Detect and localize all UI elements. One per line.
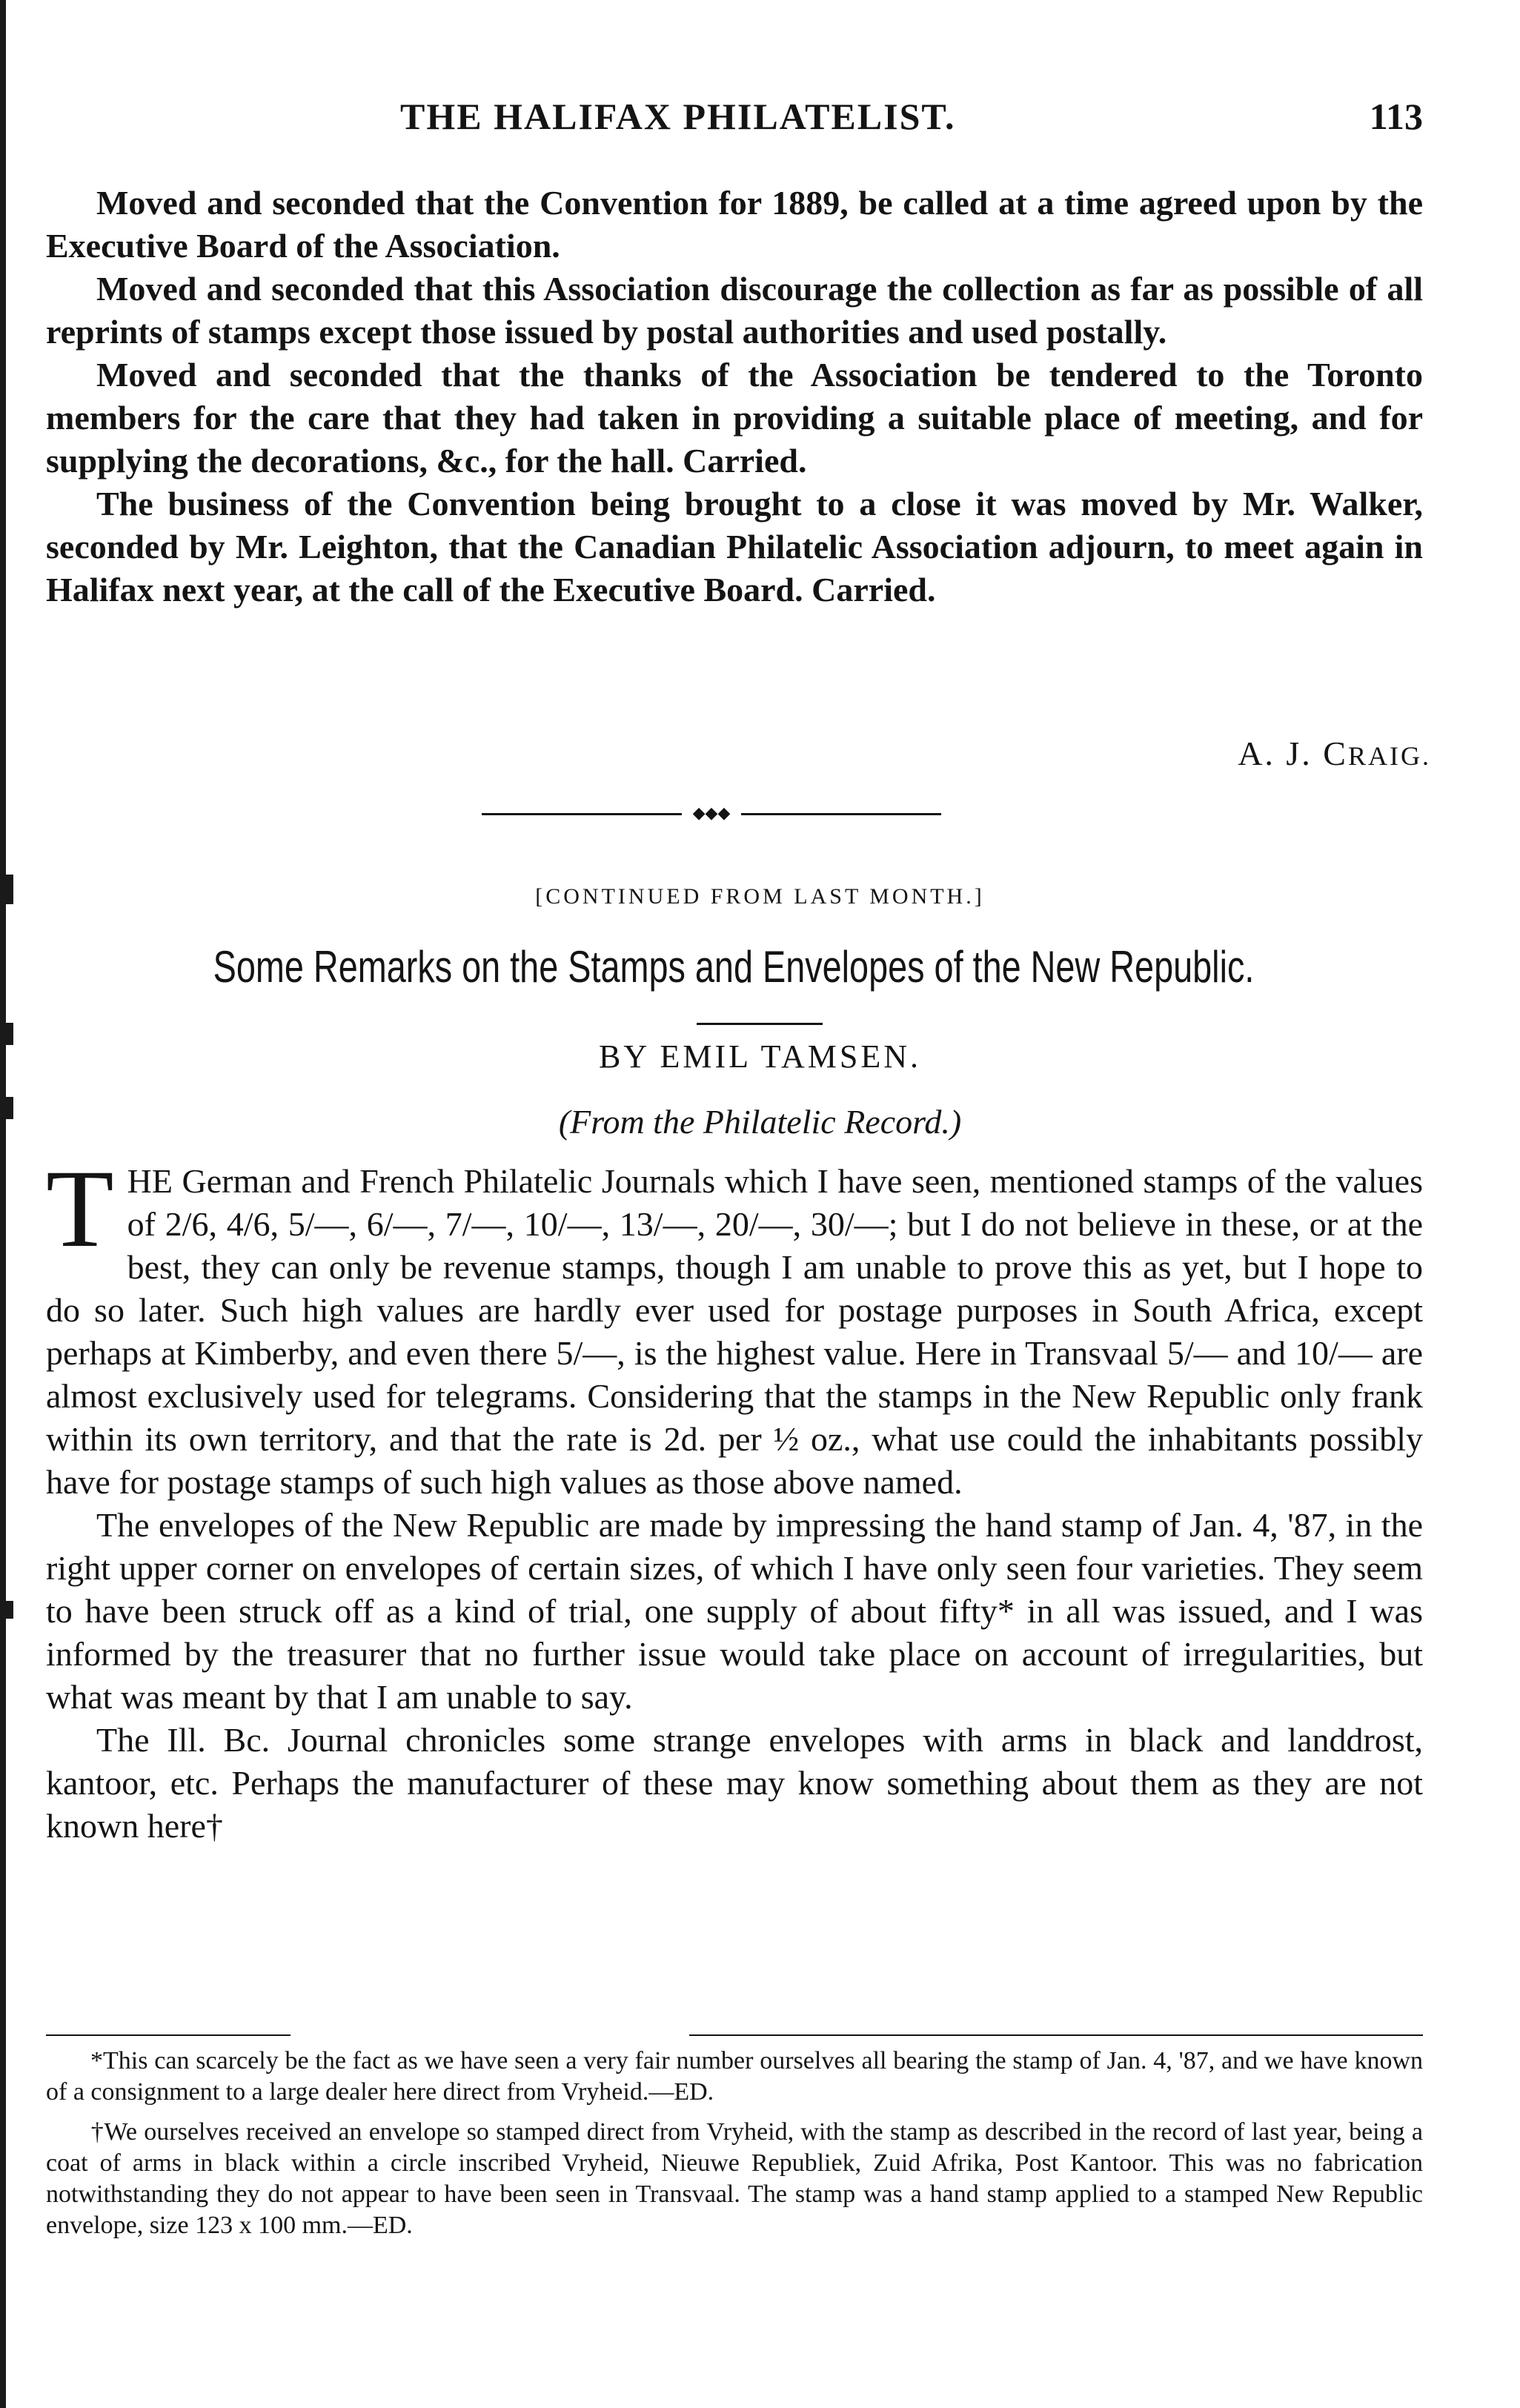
ornament-diamonds: ◆◆◆ (692, 804, 731, 823)
footnote: †We ourselves received an envelope so stamped direct from Vryheid, with the stamp as described in the record of last year, being a coat of arms in black within a circle inscribed Vryheid, Nieuwe Republiek, Zuid Afrika, Post Kantoor. This was no fabrication notwithstanding they do not appear to have been seen in Transvaal. The stamp was a hand stamp applied to a stamped New Republic envelope, size 123 x 100 mm.—ED. (46, 2118, 1423, 2239)
article-byline: BY EMIL TAMSEN. (599, 1038, 921, 1075)
minutes-paragraph: Moved and seconded that the Convention for 1889, be called at a time agreed upon by the Executive Board of the Association. (46, 184, 1423, 265)
section-ornament (482, 806, 941, 821)
article-paragraph: The envelopes of the New Republic are made by impressing the hand stamp of Jan. 4, '87, in the right upper corner on envelopes of certain sizes, of which I have only seen four varieties. They seem to have been struck off as a kind of trial, one supply of about fifty* in all was issued, and I was informed by the treasurer that no further issue would take place on account of irregularities, but what was meant by that I am unable to say. (46, 1506, 1423, 1716)
minutes-paragraph: The business of the Convention being brought to a close it was moved by Mr. Walker, seconded by Mr. Leighton, that the Canadian Philatelic Association adjourn, to meet again in Halifax next year, at the call of the Executive Board. Carried. (46, 485, 1423, 608)
minutes-paragraph: Moved and seconded that this Association discourage the collection as far as possible of all reprints of stamps except those issued by postal authorities and used postally. (46, 270, 1423, 351)
footnote: *This can scarcely be the fact as we have seen a very fair number ourselves all bearing the stamp of Jan. 4, '87, and we have known of a consignment to a large dealer here direct from Vryheid.—ED. (46, 2047, 1423, 2106)
page-edge-mark (0, 1601, 13, 1619)
ornament-line-right (741, 813, 941, 815)
footnote-rule (689, 2034, 1423, 2036)
continued-note: [CONTINUED FROM LAST MONTH.] (535, 884, 985, 909)
article-paragraph: The Ill. Bc. Journal chronicles some strange envelopes with arms in black and landdrost, kantoor, etc. Perhaps the manufacturer of these may know something about them as they are not known here† (46, 1721, 1423, 1845)
article-title: Some Remarks on the Stamps and Envelopes of the New Republic. (213, 942, 1255, 992)
title-rule (697, 1023, 823, 1025)
article-body (46, 1147, 1423, 1848)
ornament-line-left (482, 813, 682, 815)
page-number: 113 (1369, 96, 1423, 137)
signature: A. J. CRAIG. (1238, 734, 1431, 772)
running-header (400, 95, 1423, 147)
page-edge-shadow (0, 0, 6, 2408)
running-title: THE HALIFAX PHILATELIST. (400, 96, 956, 137)
drop-cap: T (46, 1147, 114, 1270)
footnote-rule (46, 2034, 291, 2036)
minutes-paragraph: Moved and seconded that the thanks of the Association be tendered to the Toronto members for the care that they had taken in providing a suitable place of meeting, and for supplying the decorations, &c., for the hall. Carried. (46, 356, 1423, 480)
convention-minutes (46, 182, 1423, 611)
article-source: (From the Philatelic Record.) (558, 1103, 962, 1141)
footnotes (46, 2046, 1423, 2250)
article-paragraph: THE German and French Philatelic Journals which I have seen, mentioned stamps of the values of 2/6, 4/6, 5/—, 6/—, 7/—, 10/—, 13/—, 20/—, 30/—; but I do not believe in these, or at the best, they can only be revenue stamps, though I am unable to prove this as yet, but I hope to do so later. Such high values are hardly ever used for postage purposes in South Africa, except perhaps at Kimberby, and even there 5/—, is the highest value. Here in Transvaal 5/— and 10/— are almost exclusively used for telegrams. Considering that the stamps in the New Republic only frank within its own territory, and that the rate is 2d. per ½ oz., what use could the inhabitants possibly have for postage stamps of such high values as those above named. (46, 1147, 1423, 1501)
